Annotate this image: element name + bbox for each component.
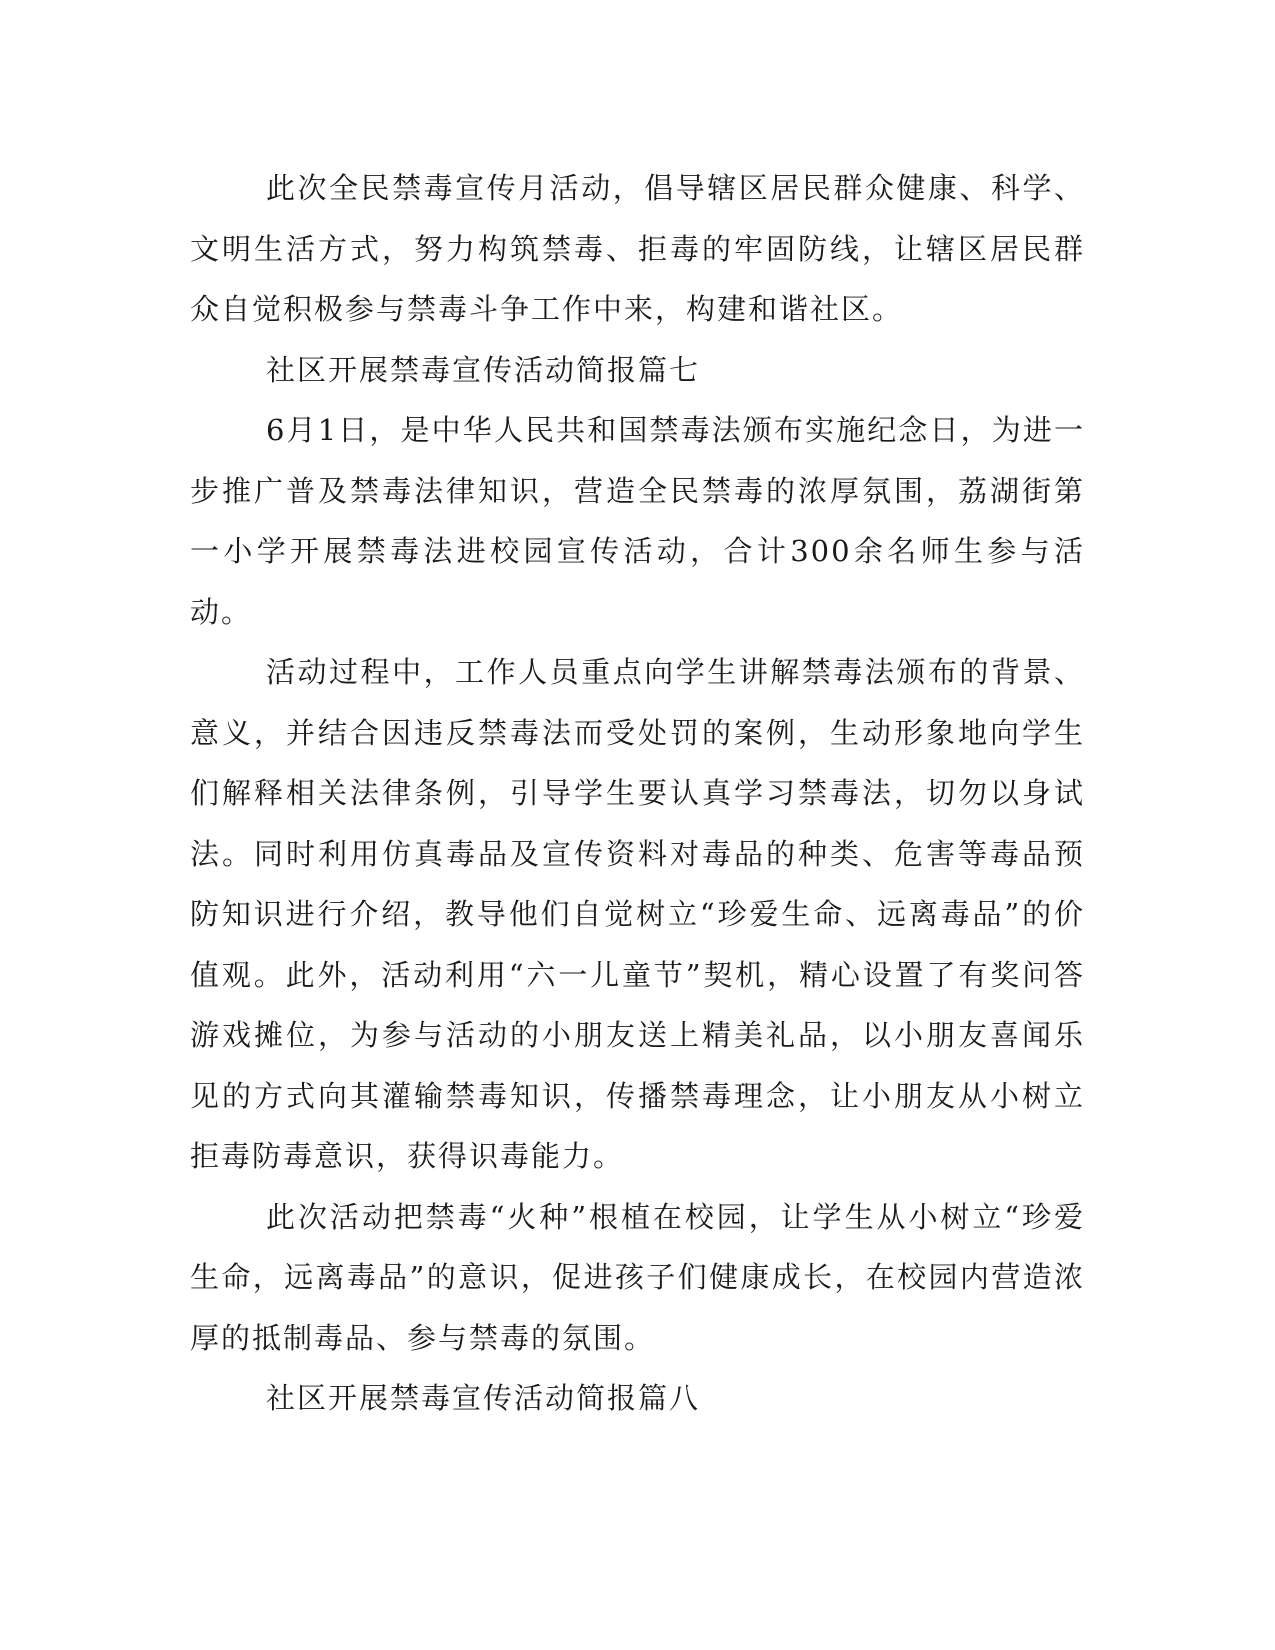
document-body	[190, 158, 1085, 1429]
paragraph-campaign-summary: 此次全民禁毒宣传月活动，倡导辖区居民群众健康、科学、文明生活方式，努力构筑禁毒、拒毒的牢固防线，让辖区居民群众自觉积极参与禁毒斗争工作中来，构建和谐社区。	[190, 171, 1085, 326]
section-heading-part-seven: 社区开展禁毒宣传活动简报篇七	[266, 352, 701, 387]
paragraph-anti-drug-law-day: 6月1日，是中华人民共和国禁毒法颁布实施纪念日，为进一步推广普及禁毒法律知识，营造全民禁毒的浓厚氛围，荔湖街第一小学开展禁毒法进校园宣传活动，合计300余名师生参与活动。	[190, 413, 1085, 629]
paragraph-activity-outcome: 此次活动把禁毒“火种”根植在校园，让学生从小树立“珍爱生命，远离毒品”的意识，促进孩子们健康成长，在校园内营造浓厚的抵制毒品、参与禁毒的氛围。	[190, 1199, 1085, 1355]
paragraph-activity-process: 活动过程中，工作人员重点向学生讲解禁毒法颁布的背景、意义，并结合因违反禁毒法而受处罚的案例，生动形象地向学生们解释相关法律条例，引导学生要认真学习禁毒法，切勿以身试法。同时利用仿真毒品及宣传资料对毒品的种类、危害等毒品预防知识进行介绍，教导他们自觉树立“珍爱生命、远离毒品”的价值观。此外，活动利用“六一儿童节”契机，精心设置了有奖问答游戏摊位，为参与活动的小朋友送上精美礼品，以小朋友喜闻乐见的方式向其灌输禁毒知识，传播禁毒理念，让小朋友从小树立拒毒防毒意识，获得识毒能力。	[190, 655, 1085, 1173]
section-heading-part-eight: 社区开展禁毒宣传活动简报篇八	[266, 1381, 701, 1415]
